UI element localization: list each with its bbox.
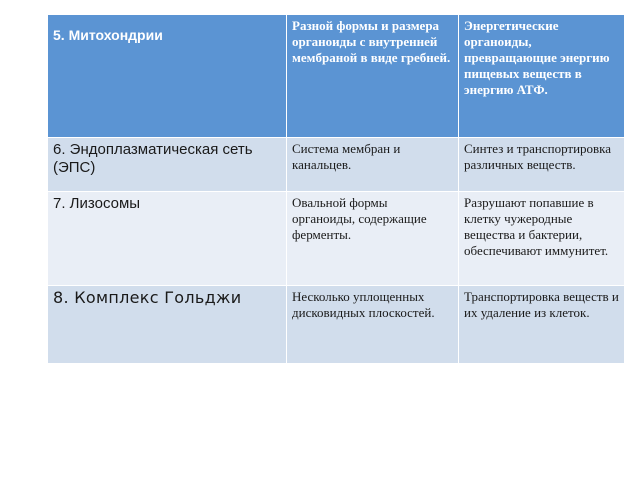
organoid-cell — [48, 286, 287, 364]
structure-cell — [287, 15, 459, 138]
organoid-name: 8. Комплекс Гольджи — [53, 288, 242, 307]
function-cell — [459, 192, 625, 286]
table-row-eps — [48, 138, 625, 192]
organoid-name: 6. Эндоплазматическая сеть (ЭПС) — [53, 141, 253, 176]
structure-cell — [287, 286, 459, 364]
organoid-function: Синтез и транспортировка различных веществ. — [464, 141, 612, 172]
structure-cell — [287, 192, 459, 286]
organoid-cell — [48, 192, 287, 286]
organoid-structure: Овальной формы органоиды, содержащие ферменты. — [292, 195, 427, 242]
function-cell — [459, 138, 625, 192]
structure-cell — [287, 138, 459, 192]
organoid-structure: Система мембран и канальцев. — [292, 141, 401, 172]
organoids-table — [47, 14, 625, 364]
table-row-golgi — [48, 286, 625, 364]
organoid-cell — [48, 15, 287, 138]
organoid-function: Энергетические органоиды, превращающие энергию пищевых веществ в энергию АТФ. — [464, 18, 610, 97]
organoid-cell — [48, 138, 287, 192]
organoid-name: 7. Лизосомы — [53, 195, 141, 212]
organoid-structure: Разной формы и размера органоиды с внутренней мембраной в виде гребней. — [292, 18, 451, 65]
organoid-function: Разрушают попавшие в клетку чужеродные вещества и бактерии, обеспечивают иммунитет. — [464, 195, 609, 258]
function-cell — [459, 286, 625, 364]
table-row-lysosomes — [48, 192, 625, 286]
function-cell — [459, 15, 625, 138]
organoid-structure: Несколько уплощенных дисковидных плоскостей. — [292, 289, 435, 320]
organoid-function: Транспортировка веществ и их удаление из клеток. — [464, 289, 619, 320]
table-row-mitochondria — [48, 15, 625, 138]
organoid-name: 5. Митохондрии — [53, 27, 163, 43]
